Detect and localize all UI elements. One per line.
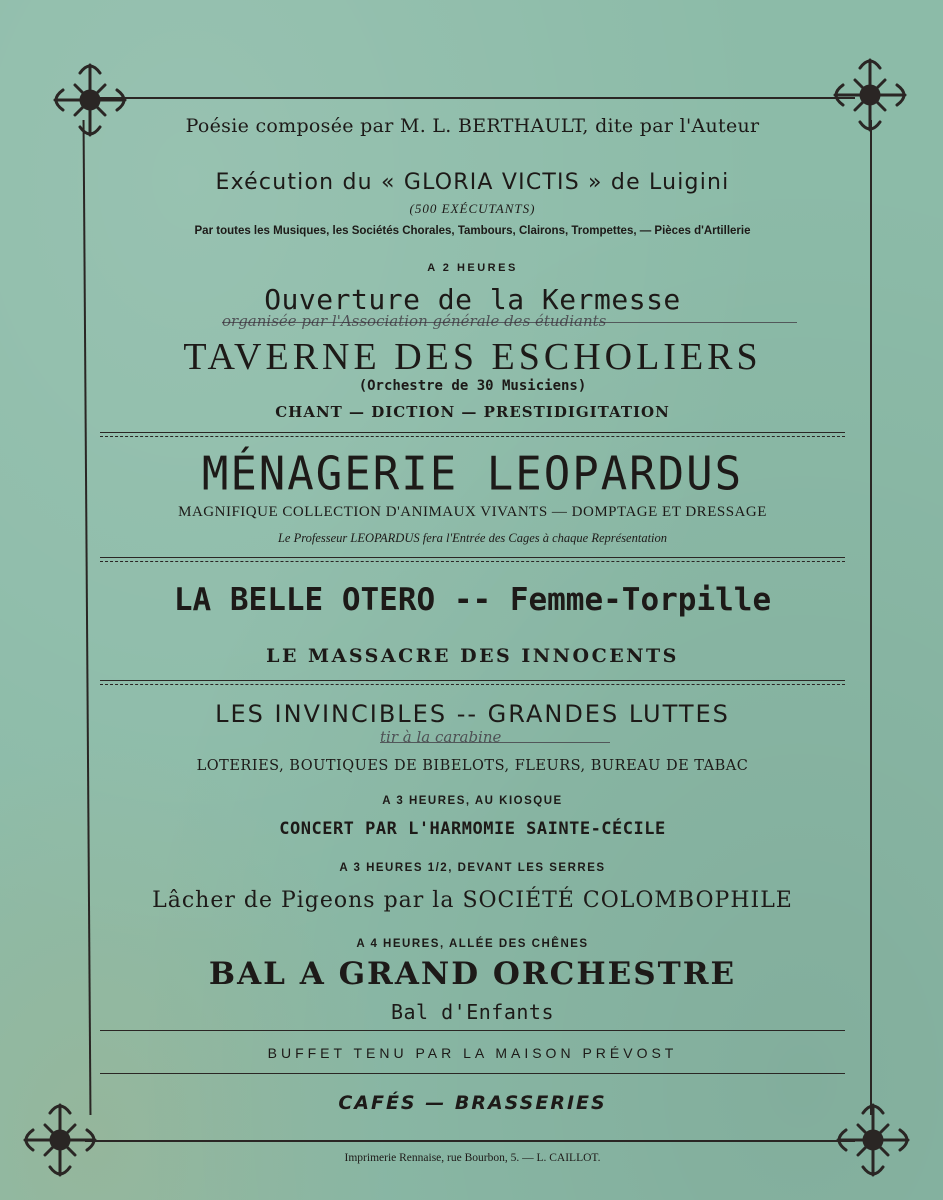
frame-bottom <box>85 1140 855 1142</box>
a-2-heures-line: A 2 HEURES <box>427 262 518 274</box>
professeur-line: Le Professeur LEOPARDUS fera l'Entrée des Cages à chaque Représentation <box>277 531 668 545</box>
section-rule-3 <box>100 680 845 685</box>
gloria-victis-line: Exécution du « GLORIA VICTIS » de Luigini <box>215 170 730 195</box>
lacher-pigeons-line: Lâcher de Pigeons par la SOCIÉTÉ COLOMBOPHILE <box>152 888 793 913</box>
corner-ornament-bottom-left <box>15 1095 105 1185</box>
a-4-heures-line: A 4 HEURES, ALLÉE DES CHÊNES <box>356 938 589 950</box>
belle-otero-line: LA BELLE OTERO -- Femme-Torpille <box>173 582 772 618</box>
chant-diction-line: CHANT — DICTION — PRESTIDIGITATION <box>275 403 670 421</box>
bal-grand-orchestre-line: BAL A GRAND ORCHESTRE <box>208 956 737 992</box>
executants-line: (500 EXÉCUTANTS) <box>409 201 536 216</box>
handwritten-note-association: organisée par l'Association générale des étudiants <box>222 312 607 330</box>
handwritten-underline <box>380 742 610 743</box>
frame-right <box>870 120 872 1115</box>
ouverture-kermesse-line: Ouverture de la Kermesse <box>264 283 681 316</box>
bal-enfants-line: Bal d'Enfants <box>390 1000 555 1024</box>
a-3-heures-demi-line: A 3 HEURES 1/2, DEVANT LES SERRES <box>339 862 606 874</box>
collection-line: MAGNIFIQUE COLLECTION D'ANIMAUX VIVANTS — DOMPTAGE ET DRESSAGE <box>178 504 767 520</box>
musiques-line: Par toutes les Musiques, les Sociétés Chorales, Tambours, Clairons, Trompettes, — Pièces d'Artillerie <box>194 225 751 237</box>
a-3-heures-line: A 3 HEURES, AU KIOSQUE <box>382 795 563 807</box>
buffet-line: BUFFET TENU PAR LA MAISON PRÉVOST <box>267 1045 678 1061</box>
orchestre-30-line: (Orchestre de 30 Musiciens) <box>358 378 587 394</box>
menagerie-leopardus-line: MÉNAGERIE LEOPARDUS <box>201 447 744 502</box>
invincibles-line: LES INVINCIBLES -- GRANDES LUTTES <box>215 700 730 728</box>
section-rule-2 <box>100 557 845 562</box>
cafes-brasseries-line: CAFÉS — BRASSERIES <box>338 1092 607 1114</box>
frame-top <box>95 97 855 99</box>
imprimerie-line: Imprimerie Rennaise, rue Bourbon, 5. — L. CAILLOT. <box>344 1152 601 1164</box>
section-rule-1 <box>100 432 845 437</box>
massacre-line: LE MASSACRE DES INNOCENTS <box>266 645 679 667</box>
taverne-escholiers-line: TAVERNE DES ESCHOLIERS <box>183 336 762 378</box>
section-rule-5 <box>100 1073 845 1074</box>
handwritten-strike-line <box>222 322 797 323</box>
concert-line: CONCERT PAR L'HARMOMIE SAINTE-CÉCILE <box>279 819 666 839</box>
handwritten-note-carabine: tir à la carabine <box>380 728 502 746</box>
section-rule-4 <box>100 1030 845 1031</box>
frame-left <box>83 120 92 1115</box>
loteries-line: LOTERIES, BOUTIQUES DE BIBELOTS, FLEURS, BUREAU DE TABAC <box>196 758 749 774</box>
poesie-line: Poésie composée par M. L. BERTHAULT, dite par l'Auteur <box>185 115 760 137</box>
